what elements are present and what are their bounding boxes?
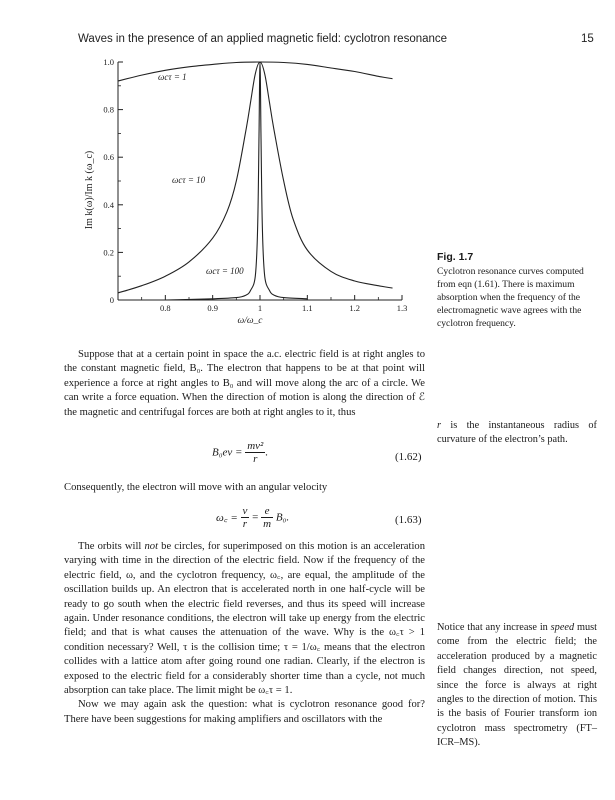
chart-lines xyxy=(118,62,393,300)
series-label-wct-1: ωcτ = 1 xyxy=(158,72,187,82)
eq162-denominator: r xyxy=(253,453,258,465)
x-tick-label: 1 xyxy=(257,303,263,313)
figure-caption: Cyclotron resonance curves computed from eqn (1.61). There is maximum absorption when the frequency of the electromagnetic wave agrees with the cyclotron frequency. xyxy=(437,266,584,329)
running-title: Waves in the presence of an applied magnetic field: cyclotron resonance xyxy=(78,33,448,45)
equation-1-63 xyxy=(216,505,289,530)
y-tick-label: 0.6 xyxy=(103,152,114,163)
margin-note-1-var: r xyxy=(437,420,442,431)
eq162-numerator: mv² xyxy=(247,440,264,452)
equation-number-1-63: (1.63) xyxy=(395,514,422,526)
paragraph-1: Suppose that at a certain point in space the a.c. electric field is at right angles to the constant magnetic field, B₀. The electron that happens to be at that point will experience a force at right angles to B₀ and will move along the arc of a circle. We can write a force equation. When the direction of motion is along the direction of ℰ the magnetic and centrifugal forces are both at right angles to it, thus xyxy=(64,349,425,418)
margin-note-1-text: is the instantaneous radius of curvature of the electron’s path. xyxy=(437,420,597,446)
y-tick-label: 0 xyxy=(109,295,114,305)
y-tick-label: 0.2 xyxy=(103,247,114,258)
equation-1-62: B₀ev = $\frac{\text{mv²}}{r}$ . xyxy=(212,440,269,465)
eq163-lhs: ω꜀ = xyxy=(216,512,238,524)
y-tick-label: 0.8 xyxy=(103,104,114,115)
emphasis-not: not xyxy=(144,541,159,552)
series-label-wct-10: ωcτ = 10 xyxy=(172,175,206,185)
chart-axes xyxy=(118,62,402,300)
figure-label: Fig. 1.7 xyxy=(437,251,474,263)
y-tick-label: 1.0 xyxy=(103,57,114,67)
eq162-lhs: B₀ev = xyxy=(212,446,243,459)
page-number: 15 xyxy=(581,33,594,45)
series-label-wct-100: ωcτ = 100 xyxy=(206,266,244,276)
emphasis-speed: speed xyxy=(550,622,575,633)
x-axis-label: ω/ω_c xyxy=(237,316,263,326)
eq163-fraction-1: $\frac{v}{r}$ xyxy=(242,505,248,530)
margin-note-2: Notice that any increase in speed must come from the electric field; the acceleration produced by a magnetic field changes direction, not speed, since the force is always at right angles to the direction of motion. This is the basis of Fourier transform ion cyclotron mass spectrometry (FT–ICR–MS). xyxy=(437,622,597,749)
x-tick-label: 0.9 xyxy=(207,303,218,313)
series-line-1 xyxy=(118,62,393,293)
eq163-equals: = xyxy=(252,511,259,524)
y-tick-label: 0.4 xyxy=(103,199,114,210)
paragraph-3: The orbits will not be circles, for superimposed on this motion is an acceleration varying with time in the direction of the electric field. Now if the frequency of the electric field, ω, and the cyclotron frequency, ω꜀, are equal, the amplitude of the oscillation builds up. An electron that is accelerated north in one half-cycle will be ready to go south when the electric field reverses, and thus its speed will increase again. Under resonance conditions, the electron will take up energy from the electric field; and that is what causes the attenuation of the wave. Why is the ω꜀τ > 1 condition necessary? Well, τ is the collision time; τ = 1/ω꜀ means that the electron collides with a lattice atom after going round one radian. Clearly, if the electron is exposed to the electric field for a considerably shorter time than a cycle, not much absorption can take place. The limit might be ω꜀τ = 1. Now we may again ask the question: what is cyclotron resonance good for? There have been suggestions for making amplifiers and oscillators with the xyxy=(64,540,425,727)
x-tick-label: 1.1 xyxy=(302,303,313,313)
equation-number-1-62: (1.62) xyxy=(395,451,422,463)
eq163-tail: B₀. xyxy=(275,511,290,524)
margin-note-1 xyxy=(437,419,597,448)
x-tick-label: 0.8 xyxy=(160,303,171,313)
paragraph-4: Now we may again ask the question: what is cyclotron resonance good for? There have been suggestions for making amplifiers and oscillators with the xyxy=(64,699,425,725)
eq163-fraction-2: $\frac{e}{m}$ xyxy=(263,505,272,530)
y-axis-label: Im k(ω)/Im k (ω_c) xyxy=(84,150,95,230)
x-tick-label: 1.3 xyxy=(396,303,408,313)
paragraph-2: Consequently, the electron will move with an angular velocity xyxy=(64,482,328,493)
eq162-fraction xyxy=(245,440,265,465)
x-tick-label: 1.2 xyxy=(349,303,360,313)
